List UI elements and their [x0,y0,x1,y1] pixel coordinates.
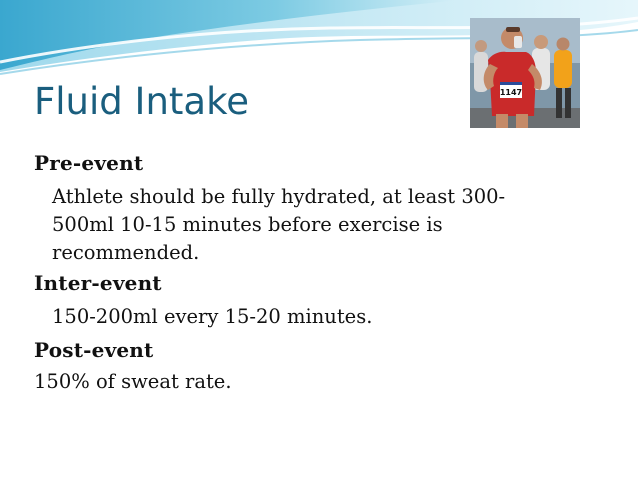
slide-title: Fluid Intake [34,80,249,123]
section-heading: Inter-event [34,271,162,295]
section-inter-event [34,268,594,330]
section-line: Athlete should be fully hydrated, at least 300- [52,185,506,208]
bib-number: 1147 [499,88,523,97]
section-heading: Pre-event [34,151,144,175]
section-post-event [34,335,594,395]
runner-drinking-photo [470,18,580,128]
section-heading: Post-event [34,338,154,362]
slide-content [34,148,594,395]
section-pre-event [34,148,594,266]
section-line: 150% of sweat rate. [34,370,232,393]
section-line: 500ml 10-15 minutes before exercise is [52,213,443,236]
section-line: recommended. [52,241,200,264]
section-line: 150-200ml every 15-20 minutes. [52,305,373,328]
